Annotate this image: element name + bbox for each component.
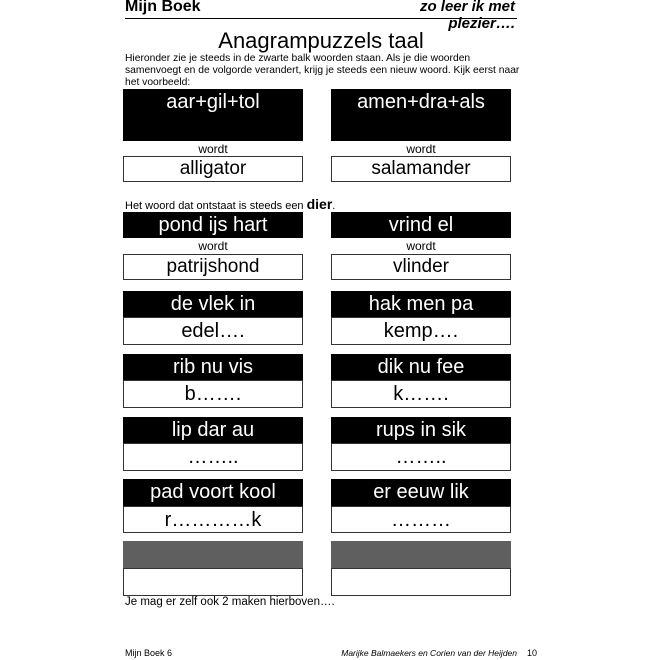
puzzle-3-right: dik nu fee xyxy=(331,354,511,380)
connector-1-right: wordt xyxy=(406,239,436,253)
example-puzzle-right xyxy=(331,89,511,141)
answer-2-right[interactable]: kemp…. xyxy=(331,317,511,345)
instruction-sentence-bold: dier xyxy=(306,196,333,212)
answer-3-left[interactable]: b……. xyxy=(123,380,303,408)
intro-text: Hieronder zie je steeds in de zwarte balk woorden staan. Als je die woorden samenvoegt en de volgorde verandert, krijg je steeds een nieuw woord. Kijk eerst naar het voorbeeld: xyxy=(125,53,520,88)
puzzle-4-left: lip dar au xyxy=(123,417,303,443)
page-title: Anagrampuzzels taal xyxy=(218,28,424,53)
page-number: 10 xyxy=(527,648,538,658)
puzzle-1-right: vrind el xyxy=(331,212,511,238)
header-divider xyxy=(125,18,517,19)
answer-5-left[interactable]: r…………k xyxy=(123,506,303,533)
example-connector-left: wordt xyxy=(198,142,228,156)
answer-4-right[interactable]: …….. xyxy=(331,443,511,471)
answer-3-right[interactable]: k……. xyxy=(331,380,511,408)
footer-book: Mijn Boek 6 xyxy=(125,648,173,658)
answer-4-left[interactable]: …….. xyxy=(123,443,303,471)
instruction-sentence xyxy=(125,196,335,212)
example-puzzle-left-text: aar+gil+tol xyxy=(166,91,260,113)
puzzle-2-left: de vlek in xyxy=(123,291,303,317)
puzzle-2-right: hak men pa xyxy=(331,291,511,317)
example-answer-right: salamander xyxy=(331,156,511,182)
blank-answer-right[interactable] xyxy=(331,568,511,596)
answer-2-left[interactable]: edel…. xyxy=(123,317,303,345)
puzzle-3-left: rib nu vis xyxy=(123,354,303,380)
puzzle-4-right: rups in sik xyxy=(331,417,511,443)
blank-puzzle-right[interactable] xyxy=(331,541,511,568)
connector-1-left: wordt xyxy=(198,239,228,253)
header-book-title: Mijn Boek xyxy=(125,0,201,15)
example-puzzle-right-text: amen+dra+als xyxy=(357,91,485,113)
example-answer-left: alligator xyxy=(123,156,303,182)
blank-answer-left[interactable] xyxy=(123,568,303,596)
answer-1-right[interactable]: vlinder xyxy=(331,254,511,280)
example-puzzle-left xyxy=(123,89,303,141)
blank-puzzle-left[interactable] xyxy=(123,541,303,568)
bottom-instruction: Je mag er zelf ook 2 maken hierboven…. xyxy=(125,596,335,608)
puzzle-1-left: pond ijs hart xyxy=(123,212,303,238)
example-connector-right: wordt xyxy=(406,142,436,156)
header-slogan: zo leer ik met plezier…. xyxy=(419,0,515,32)
footer-authors: Marijke Balmaekers en Corien van der Heijden xyxy=(341,648,517,658)
puzzle-5-left: pad voort kool xyxy=(123,479,303,506)
puzzle-5-right: er eeuw lik xyxy=(331,479,511,506)
answer-1-left[interactable]: patrijshond xyxy=(123,254,303,280)
instruction-sentence-text: Het woord dat ontstaat is steeds een xyxy=(125,200,307,212)
answer-5-right[interactable]: ……… xyxy=(331,506,511,533)
instruction-sentence-end: . xyxy=(332,200,336,212)
